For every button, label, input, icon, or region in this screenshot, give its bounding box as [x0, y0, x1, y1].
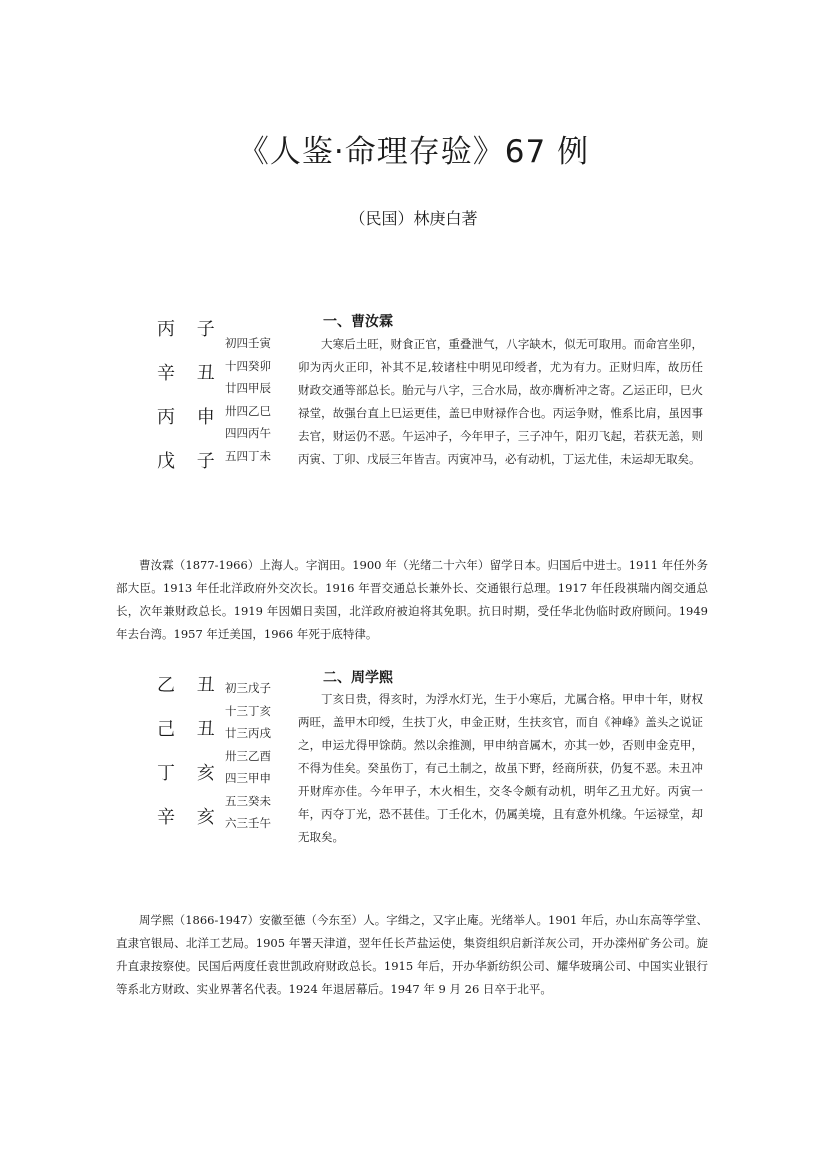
- pillar-year: 乙 丑: [157, 675, 223, 696]
- case1-bio: 曹汝霖（1877-1966）上海人。字润田。1900 年（光绪二十六年）留学日本。归国后中进士。1911 年任外务部大臣。1913 年任北洋政府外交次长。1916 年晋交通总长兼外长、交通银行总理。1917 年任段祺瑞内阁交通总长，次年兼财政总长。1919 年因媚日卖国，北洋政府被迫将其免职。抗日时期，受任华北伪临时政府顾问。1949 年去台湾。1957 年迁美国，1966 年死于底特律。: [116, 558, 708, 641]
- case2-dayun: [225, 677, 271, 835]
- dayun-item: 五三癸未: [225, 793, 271, 808]
- dayun-item: 四四丙午: [225, 426, 271, 440]
- dayun-item: 四三甲申: [225, 771, 271, 785]
- case1-dayun: [225, 332, 271, 467]
- dayun-item: 卅三乙酉: [225, 748, 271, 763]
- dayun-item: 廿四甲辰: [225, 381, 271, 395]
- case1-analysis: 大寒后土旺，财食正官，重叠泄气，八字缺木，似无可取用。而命宫坐卯，卯为丙火正印，补其不足,较诸柱中明见印绶者，尤为有力。正财归库，故历任财政交通等部总长。胎元与八字，三合水局，故亦膺析冲之寄。乙运正印，巳火禄堂，故强台直上巳运更佳，盖巳申财禄作合也。丙运争财，惟系比肩，虽因事去官，财运仍不恶。午运冲子，今年甲子，三子冲午，阳刃飞起，若获无恙，则丙寅、丁卯、戊辰三年皆吉。丙寅冲马，必有动机，丁运尤佳，未运却无取矣。: [298, 337, 703, 466]
- case1-heading: 一、曹汝霖: [323, 314, 393, 330]
- pillar-day: 丁 亥: [157, 763, 223, 784]
- dayun-item: 五四丁未: [225, 448, 271, 463]
- pillar-year: 丙 子: [157, 319, 223, 340]
- pillar-month: 己 丑: [157, 719, 223, 740]
- case2-heading: 二、周学熙: [323, 670, 393, 686]
- dayun-item: 十四癸卯: [225, 358, 271, 373]
- pillar-hour: 辛 亥: [157, 807, 223, 828]
- dayun-item: 廿三丙戌: [225, 726, 271, 740]
- case2-analysis: 丁亥日贵，得亥时，为浮水灯光，生于小寒后，尤属合格。甲申十年，财权两旺，盖甲木印绶，生扶丁火，申金正财，生扶亥官，而自《神峰》盖头之说证之，申运尤得甲馀荫。然以余推测，甲申纳音属木，亦其一妙，否则申金克甲，不得为佳矣。癸虽伤丁，有己土制之，故虽下野，经商所获，仍复不恶。未丑冲开财库亦佳。今年甲子，木火相生，交冬令颇有动机，明年乙丑尤好。丙寅一年，丙夺丁光，恐不甚佳。丁壬化木，仍属美境，且有意外机缘。午运禄堂，却无取矣。: [298, 692, 703, 844]
- dayun-item: 初三戊子: [225, 681, 271, 695]
- case1-pillars: [157, 308, 223, 484]
- dayun-item: 卅四乙巳: [225, 403, 271, 418]
- pillar-month: 辛 丑: [157, 363, 223, 384]
- dayun-item: 六三壬午: [225, 816, 271, 830]
- dayun-item: 初四壬寅: [225, 336, 271, 350]
- pillar-day: 丙 申: [157, 407, 223, 428]
- document-author: （民国）林庚白著: [349, 209, 478, 228]
- dayun-item: 十三丁亥: [225, 703, 271, 718]
- case2-bio: 周学熙（1866-1947）安徽至德（今东至）人。字缉之，又字止庵。光绪举人。1901 年后，办山东高等学堂、直隶官银局、北洋工艺局。1905 年署天津道，翌年任长芦盐运使，集资组织启新洋灰公司，开办滦州矿务公司。旋升直隶按察使。民国后两度任袁世凯政府财政总长。1915 年后，开办华新纺织公司、耀华玻璃公司、中国实业银行等系北方财政、实业界著名代表。1924 年退居幕后。1947 年 9 月 26 日卒于北平。: [116, 913, 708, 996]
- case2-pillars: [157, 664, 223, 840]
- document-title: 《人鉴·命理存验》67 例: [237, 134, 590, 170]
- pillar-hour: 戊 子: [157, 451, 223, 472]
